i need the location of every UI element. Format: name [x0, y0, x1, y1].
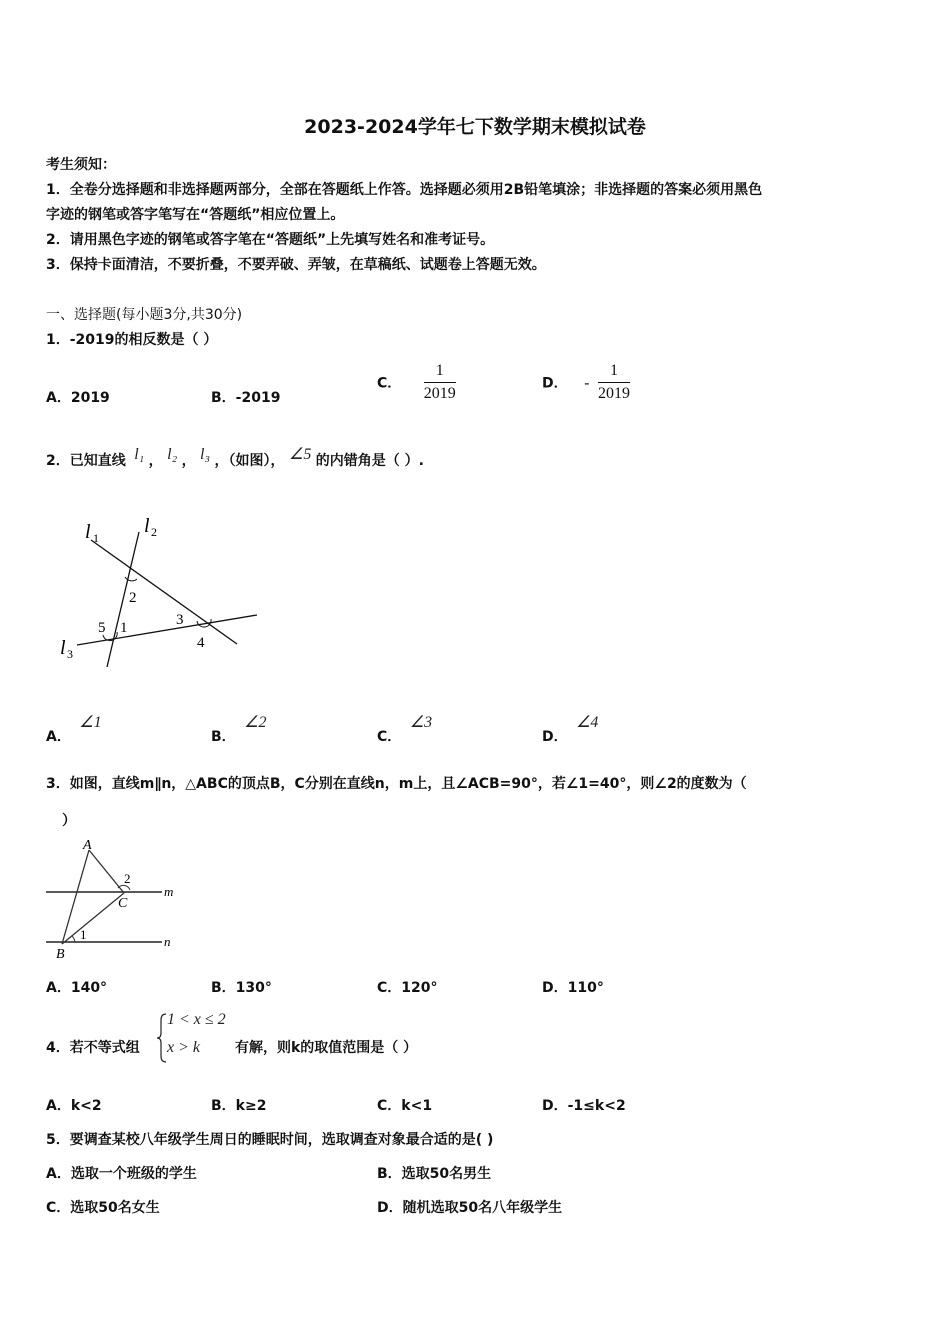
q1-option-d-fraction: [598, 362, 630, 403]
notice-item-1-cont: 字迹的钢笔或答字笔写在“答题纸”相应位置上。: [46, 207, 345, 223]
q1-d-numerator: 1: [598, 362, 630, 383]
q4-inequality-2: x > k: [167, 1039, 200, 1056]
q1-d-denominator: 2019: [597, 385, 630, 402]
q4-option-a[interactable]: A．k<2: [46, 1098, 102, 1114]
notice-item-3: 3．保持卡面清洁，不要折叠，不要弄破、弄皱，在草稿纸、试题卷上答题无效。: [46, 257, 546, 273]
q2-option-a-value: ∠1: [79, 714, 102, 731]
q2-comma-2: ，: [181, 453, 196, 469]
q1-option-c[interactable]: [377, 362, 456, 403]
arc-angle-1: [72, 936, 75, 942]
label-angle-2: 2: [124, 871, 131, 886]
q4-option-c[interactable]: C．k<1: [377, 1098, 433, 1114]
label-A: A: [83, 838, 92, 853]
label-l2-sub: 2: [151, 525, 157, 539]
segment-BC: [62, 893, 124, 944]
notice-heading: 考生须知：: [46, 157, 116, 173]
q2-l2: l₂: [167, 446, 178, 463]
q4-option-d[interactable]: D．-1≤k<2: [542, 1098, 626, 1114]
q2-angle5: ∠5: [288, 446, 312, 463]
q1-option-d[interactable]: [542, 362, 630, 403]
q1-c-numerator: 1: [424, 362, 456, 383]
q2-option-d[interactable]: [542, 712, 599, 745]
q2-option-c-label: C．: [377, 729, 402, 745]
line-l1: [91, 540, 237, 644]
q2-stem-a: 2．已知直线: [46, 453, 126, 469]
q2-option-b-value: ∠2: [244, 714, 267, 731]
label-l3-sub: 3: [67, 647, 73, 661]
q3-stem: 3．如图，直线m∥n，△ABC的顶点B，C分别在直线n，m上，且∠ACB=90°，若∠1=40°，则∠2的度数为（: [46, 776, 747, 792]
label-angle-1: 1: [120, 620, 128, 636]
arc-angle-2: [125, 577, 137, 581]
q2-option-c-value: ∠3: [409, 714, 433, 731]
q5-option-a[interactable]: A．选取一个班级的学生: [46, 1166, 197, 1182]
q4-stem-b: 有解，则k的取值范围是（ ）: [235, 1040, 418, 1056]
q3-option-d[interactable]: D．110°: [542, 980, 604, 996]
q3-option-a[interactable]: A．140°: [46, 980, 108, 996]
label-l3: l: [60, 637, 66, 659]
label-B: B: [56, 947, 65, 960]
label-angle-3: 3: [176, 612, 184, 628]
label-l1: l: [85, 521, 91, 543]
label-angle-5: 5: [98, 620, 106, 636]
q2-option-a[interactable]: [46, 712, 102, 745]
q2-option-b[interactable]: [211, 712, 267, 745]
q2-figure: [55, 512, 270, 667]
q3-stem-end: ）: [62, 813, 76, 829]
label-n: n: [164, 934, 171, 949]
q4-option-b[interactable]: B．k≥2: [211, 1098, 267, 1114]
q2-stem: [46, 446, 424, 470]
q1-option-c-label: C．: [377, 375, 402, 392]
q2-option-c[interactable]: [377, 712, 433, 745]
q5-stem: 5．要调查某校八年级学生周日的睡眠时间，选取调查对象最合适的是( ): [46, 1132, 494, 1148]
q2-stem-c: 的内错角是（ ）.: [315, 453, 424, 469]
notice-item-2: 2．请用黑色字迹的钢笔或答字笔在“答题纸”上先填写姓名和准考证号。: [46, 232, 495, 248]
section-heading: 一、选择题(每小题3分,共30分): [46, 307, 243, 323]
q2-option-a-label: A．: [46, 729, 71, 745]
q1-option-d-label: D．: [542, 375, 568, 392]
q2-option-d-label: D．: [542, 729, 568, 745]
label-C: C: [118, 896, 128, 911]
page-title: 2023-2024学年七下数学期末模拟试卷: [304, 116, 646, 138]
q1-d-sign: -: [584, 373, 590, 392]
q2-l1: l₁: [134, 446, 145, 463]
label-angle-1: 1: [80, 927, 87, 942]
q1-option-a[interactable]: A．2019: [46, 390, 110, 406]
q3-option-c[interactable]: C．120°: [377, 980, 438, 996]
label-l1-sub: 1: [93, 531, 99, 545]
q4-inequality-1: 1 < x ≤ 2: [167, 1011, 226, 1028]
notice-item-1: 1．全卷分选择题和非选择题两部分，全部在答题纸上作答。选择题必须用2B铅笔填涂；非选择题的答案必须用黑色: [46, 182, 763, 198]
q3-option-b[interactable]: B．130°: [211, 980, 272, 996]
q2-comma-1: ，: [148, 453, 163, 469]
q2-option-b-label: B．: [211, 729, 236, 745]
label-angle-4: 4: [197, 635, 205, 651]
q5-option-c[interactable]: C．选取50名女生: [46, 1200, 160, 1216]
q5-option-b[interactable]: B．选取50名男生: [377, 1166, 492, 1182]
q1-option-c-fraction: [424, 362, 456, 403]
q1-c-denominator: 2019: [423, 385, 456, 402]
q2-l3: l₃: [200, 446, 211, 463]
q1-stem: 1．-2019的相反数是（ ）: [46, 332, 218, 348]
q1-option-b[interactable]: B．-2019: [211, 390, 281, 406]
q2-option-d-value: ∠4: [576, 714, 599, 731]
q5-option-d[interactable]: D．随机选取50名八年级学生: [377, 1200, 563, 1216]
q3-figure: [44, 836, 178, 960]
label-l2: l: [144, 515, 150, 537]
q2-stem-b: ，（如图），: [214, 453, 285, 469]
label-m: m: [164, 884, 174, 899]
q4-stem-a: 4．若不等式组: [46, 1040, 140, 1056]
label-angle-2: 2: [129, 590, 137, 606]
